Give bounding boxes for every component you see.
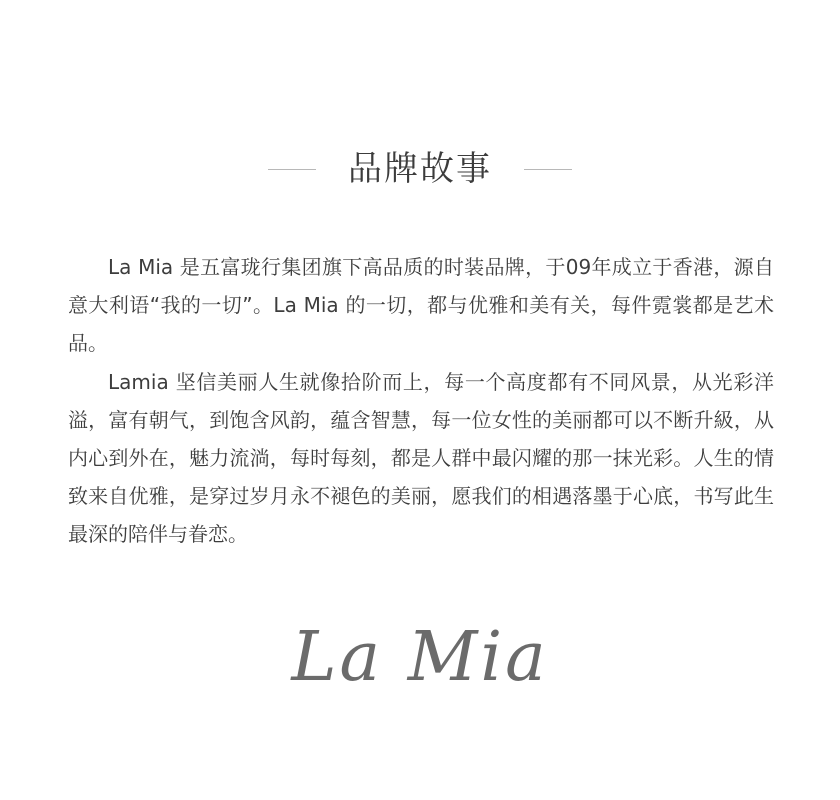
header-divider-right xyxy=(524,169,572,170)
page-title: 品牌故事 xyxy=(348,149,492,189)
header-divider-left xyxy=(268,169,316,170)
brand-story-text xyxy=(68,248,774,554)
section-header xyxy=(0,146,840,192)
story-paragraph-2: Lamia 坚信美丽人生就像拾阶而上，每一个高度都有不同风景，从光彩洋溢，富有朝气，到饱含风韵，蕴含智慧，每一位女性的美丽都可以不断升級，从内心到外在，魅力流淌，每时每刻，都是人群中最闪耀的那一抹光彩。人生的情致来自优雅，是穿过岁月永不褪色的美丽，愿我们的相遇落墨于心底，书写此生最深的陪伴与眷恋。 xyxy=(68,369,774,547)
brand-logo: La Mia xyxy=(291,618,549,697)
story-paragraph-1: La Mia 是五富珑行集团旗下高品质的时装品牌，于09年成立于香港，源自意大利语“我的一切”。La Mia 的一切，都与优雅和美有关，每件霓裳都是艺术品。 xyxy=(68,255,774,356)
